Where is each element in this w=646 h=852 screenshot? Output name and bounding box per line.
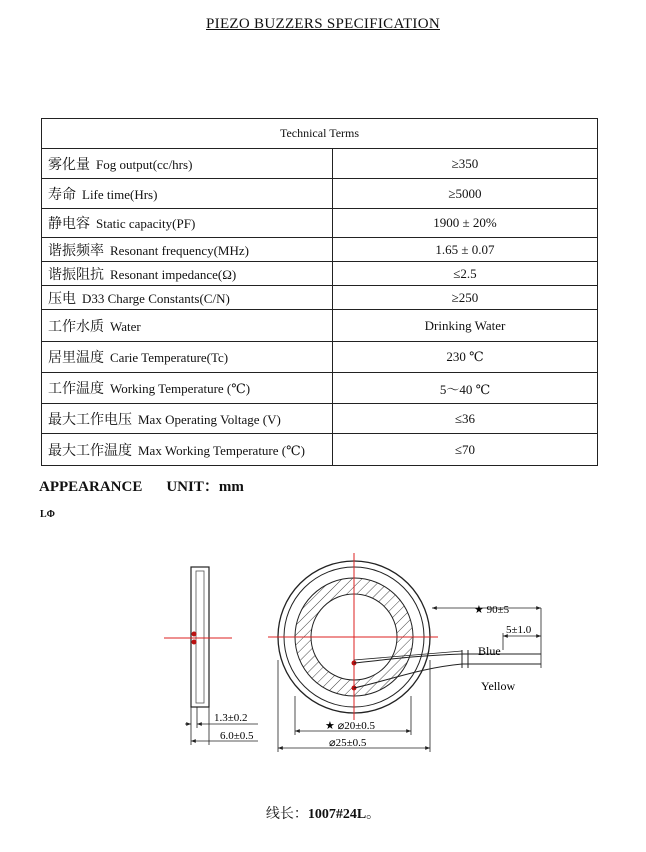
side-width-label: 6.0±0.5 bbox=[220, 730, 254, 742]
value-cell: ≤70 bbox=[333, 434, 598, 466]
property-zh: 寿命 bbox=[48, 186, 76, 203]
property-zh: 谐振频率 bbox=[48, 242, 104, 259]
drawing-mark: LΦ bbox=[40, 509, 55, 520]
property-zh: 居里温度 bbox=[48, 350, 104, 366]
strip-length-label: 5±1.0 bbox=[506, 624, 532, 636]
property-zh: 谐振阻抗 bbox=[48, 266, 104, 283]
property-en: Carie Temperature(Tc) bbox=[110, 350, 229, 365]
value-cell: 1900 ± 20% bbox=[333, 209, 598, 238]
side-view bbox=[164, 567, 258, 745]
value-cell: Drinking Water bbox=[333, 310, 598, 342]
property-zh: 工作水质 bbox=[48, 318, 104, 335]
value-cell: 230 ℃ bbox=[333, 342, 598, 373]
property-zh: 压电 bbox=[48, 290, 76, 307]
thickness-label: 1.3±0.2 bbox=[214, 712, 248, 724]
value-cell: ≥250 bbox=[333, 286, 598, 310]
yellow-wire-label: Yellow bbox=[481, 679, 516, 693]
outer-diameter-label: ⌀25±0.5 bbox=[329, 737, 367, 749]
value-cell: ≤36 bbox=[333, 404, 598, 434]
page-title: PIEZO BUZZERS SPECIFICATION bbox=[206, 16, 440, 32]
property-en: Max Working Temperature (℃) bbox=[138, 442, 305, 458]
value-cell: ≥350 bbox=[333, 149, 598, 179]
appearance-label: APPEARANCE bbox=[39, 479, 143, 495]
property-en: Working Temperature (℃) bbox=[110, 381, 251, 396]
property-en: Resonant frequency(MHz) bbox=[110, 242, 249, 258]
value-cell: ≥5000 bbox=[333, 179, 598, 209]
value-cell: 5～40 ℃ bbox=[333, 373, 598, 404]
table-header: Technical Terms bbox=[42, 119, 598, 149]
side-view-body bbox=[191, 567, 209, 707]
inner-diameter-label: ★ ⌀20±0.5 bbox=[325, 720, 376, 732]
blue-wire-label: Blue bbox=[478, 644, 501, 658]
value-cell: 1.65 ± 0.07 bbox=[333, 238, 598, 262]
front-view bbox=[268, 553, 541, 752]
wire-length-label: ★ 90±5 bbox=[474, 604, 510, 616]
solder-point bbox=[192, 632, 197, 637]
footer-label: 线长： bbox=[265, 806, 308, 822]
property-en: Static capacity(PF) bbox=[96, 216, 196, 231]
property-zh: 最大工作温度 bbox=[48, 442, 132, 459]
property-zh: 最大工作电压 bbox=[48, 411, 132, 428]
footer-suffix: 。 bbox=[366, 806, 381, 822]
property-zh: 工作温度 bbox=[48, 381, 104, 397]
unit-label: UNIT：mm bbox=[166, 479, 244, 495]
property-en: Max Operating Voltage (V) bbox=[138, 411, 281, 427]
property-en: Life time(Hrs) bbox=[82, 186, 158, 202]
wire-spec-footer bbox=[0, 803, 646, 823]
property-en: Fog output(cc/hrs) bbox=[96, 156, 193, 172]
solder-point bbox=[192, 640, 197, 645]
property-en: Resonant impedance(Ω) bbox=[110, 266, 237, 282]
value-cell: ≤2.5 bbox=[333, 262, 598, 286]
property-en: Water bbox=[110, 318, 141, 334]
property-zh: 静电容 bbox=[48, 216, 90, 232]
property-en: D33 Charge Constants(C/N) bbox=[82, 290, 230, 306]
property-zh: 雾化量 bbox=[48, 156, 90, 173]
footer-value: 1007#24L bbox=[307, 807, 367, 822]
